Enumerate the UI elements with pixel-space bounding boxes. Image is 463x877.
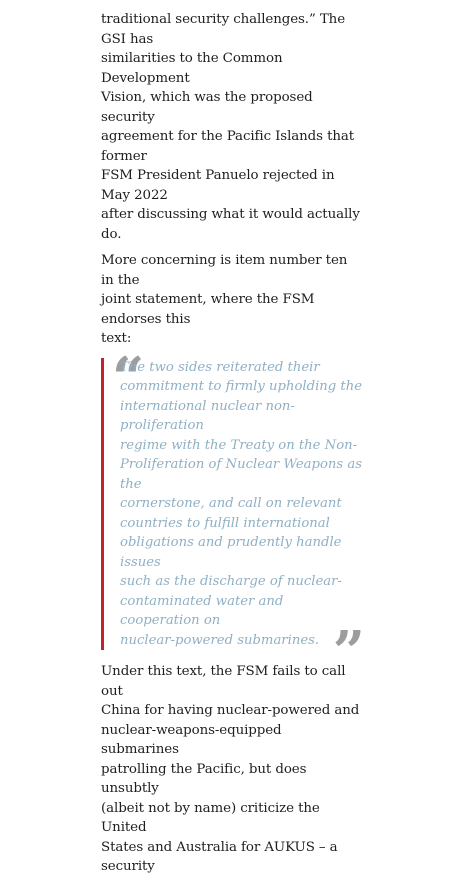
close-quote-icon: ”	[332, 619, 365, 685]
paragraph: traditional security challenges.” The GSI has similarities to the Common Development Vision, which was the proposed security agreement for the Pacific Islands that former FSM President Panuelo rejected in May 2022 after discussing what it would actually do.	[101, 12, 360, 242]
paragraph: Under this text, the FSM fails to call out China for having nuclear-powered and nuclear-weapons-equipped submarines patrolling the Pacific, but does unsubtly (albeit not by name) criticize the United States and Australia for AUKUS – a security	[101, 664, 360, 874]
open-quote-icon: “	[112, 344, 145, 411]
article-body	[101, 10, 363, 877]
pull-quote	[101, 344, 365, 685]
paragraph: More concerning is item number ten in the joint statement, where the FSM endorses this text:	[101, 253, 348, 346]
quote-text: The two sides reiterated their commitment to firmly upholding the international nuclear non-proliferation regime with the Treaty on the Non- Proliferation of Nuclear Weapons as the cornerstone, and call on relevant countries to fulfill international obligations and prudently handle issues such as the discharge of nuclear- contaminated water and cooperation on nuclear-powered submarines.	[120, 359, 363, 648]
